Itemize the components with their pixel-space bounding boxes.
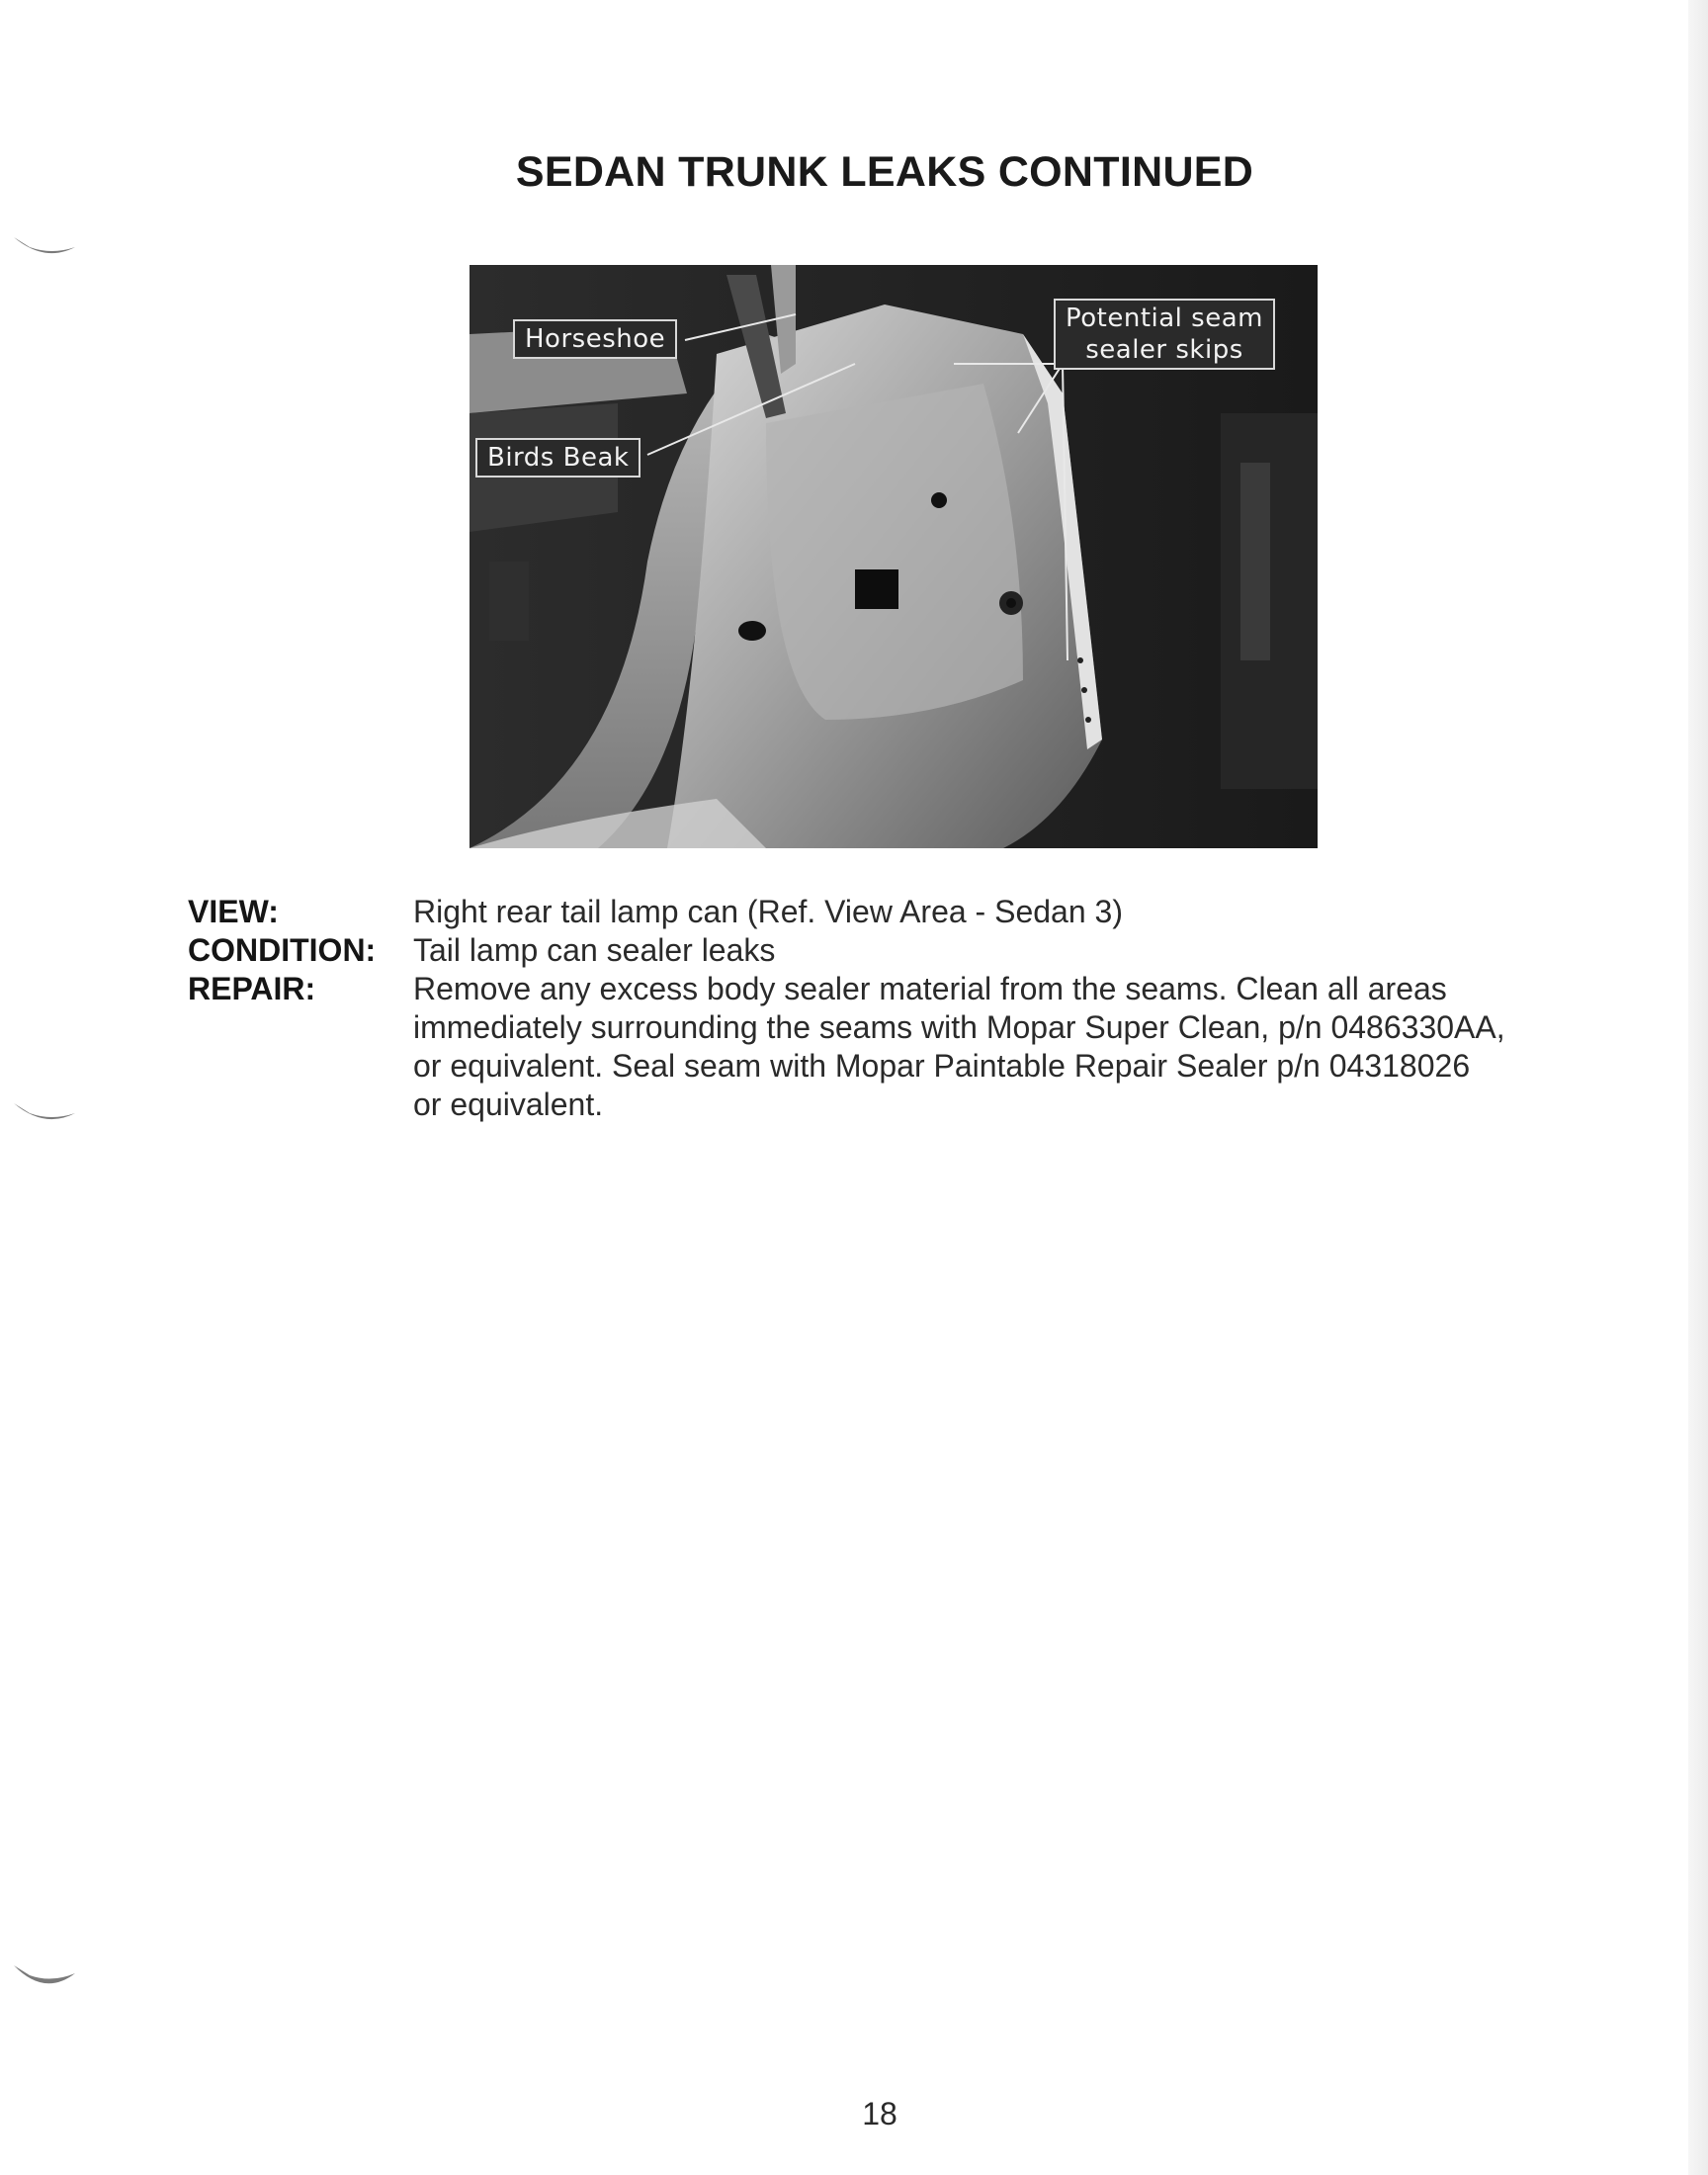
repair-line: immediately surrounding the seams with Mopar Super Clean, p/n 0486330AA,	[413, 1009, 1505, 1045]
callout-horseshoe: Horseshoe	[513, 319, 677, 359]
callout-seam-line1: Potential seam	[1066, 304, 1263, 333]
punch-hole-mark	[12, 233, 77, 261]
field-view-label: VIEW:	[188, 894, 279, 929]
repair-line: Remove any excess body sealer material from the seams. Clean all areas	[413, 971, 1447, 1006]
repair-line: or equivalent. Seal seam with Mopar Paintable Repair Sealer p/n 04318026	[413, 1048, 1471, 1084]
callout-potential-seam-sealer-skips	[1054, 299, 1275, 370]
page-edge	[1688, 0, 1708, 2175]
field-repair-value	[413, 970, 1570, 1124]
field-view-value: Right rear tail lamp can (Ref. View Area - Sedan 3)	[413, 894, 1123, 929]
callout-seam-line2: sealer skips	[1085, 335, 1243, 365]
punch-hole-mark	[12, 1963, 77, 1991]
tail-lamp-can-photo	[470, 265, 1318, 848]
field-repair-label: REPAIR:	[188, 971, 316, 1006]
page-number: 18	[862, 2096, 897, 2132]
punch-hole-mark	[12, 1099, 77, 1127]
field-condition-value: Tail lamp can sealer leaks	[413, 932, 776, 968]
callout-birds-beak: Birds Beak	[475, 438, 640, 478]
repair-line: or equivalent.	[413, 1087, 604, 1122]
field-condition-label: CONDITION:	[188, 932, 377, 968]
page-title: SEDAN TRUNK LEAKS CONTINUED	[515, 148, 1254, 196]
